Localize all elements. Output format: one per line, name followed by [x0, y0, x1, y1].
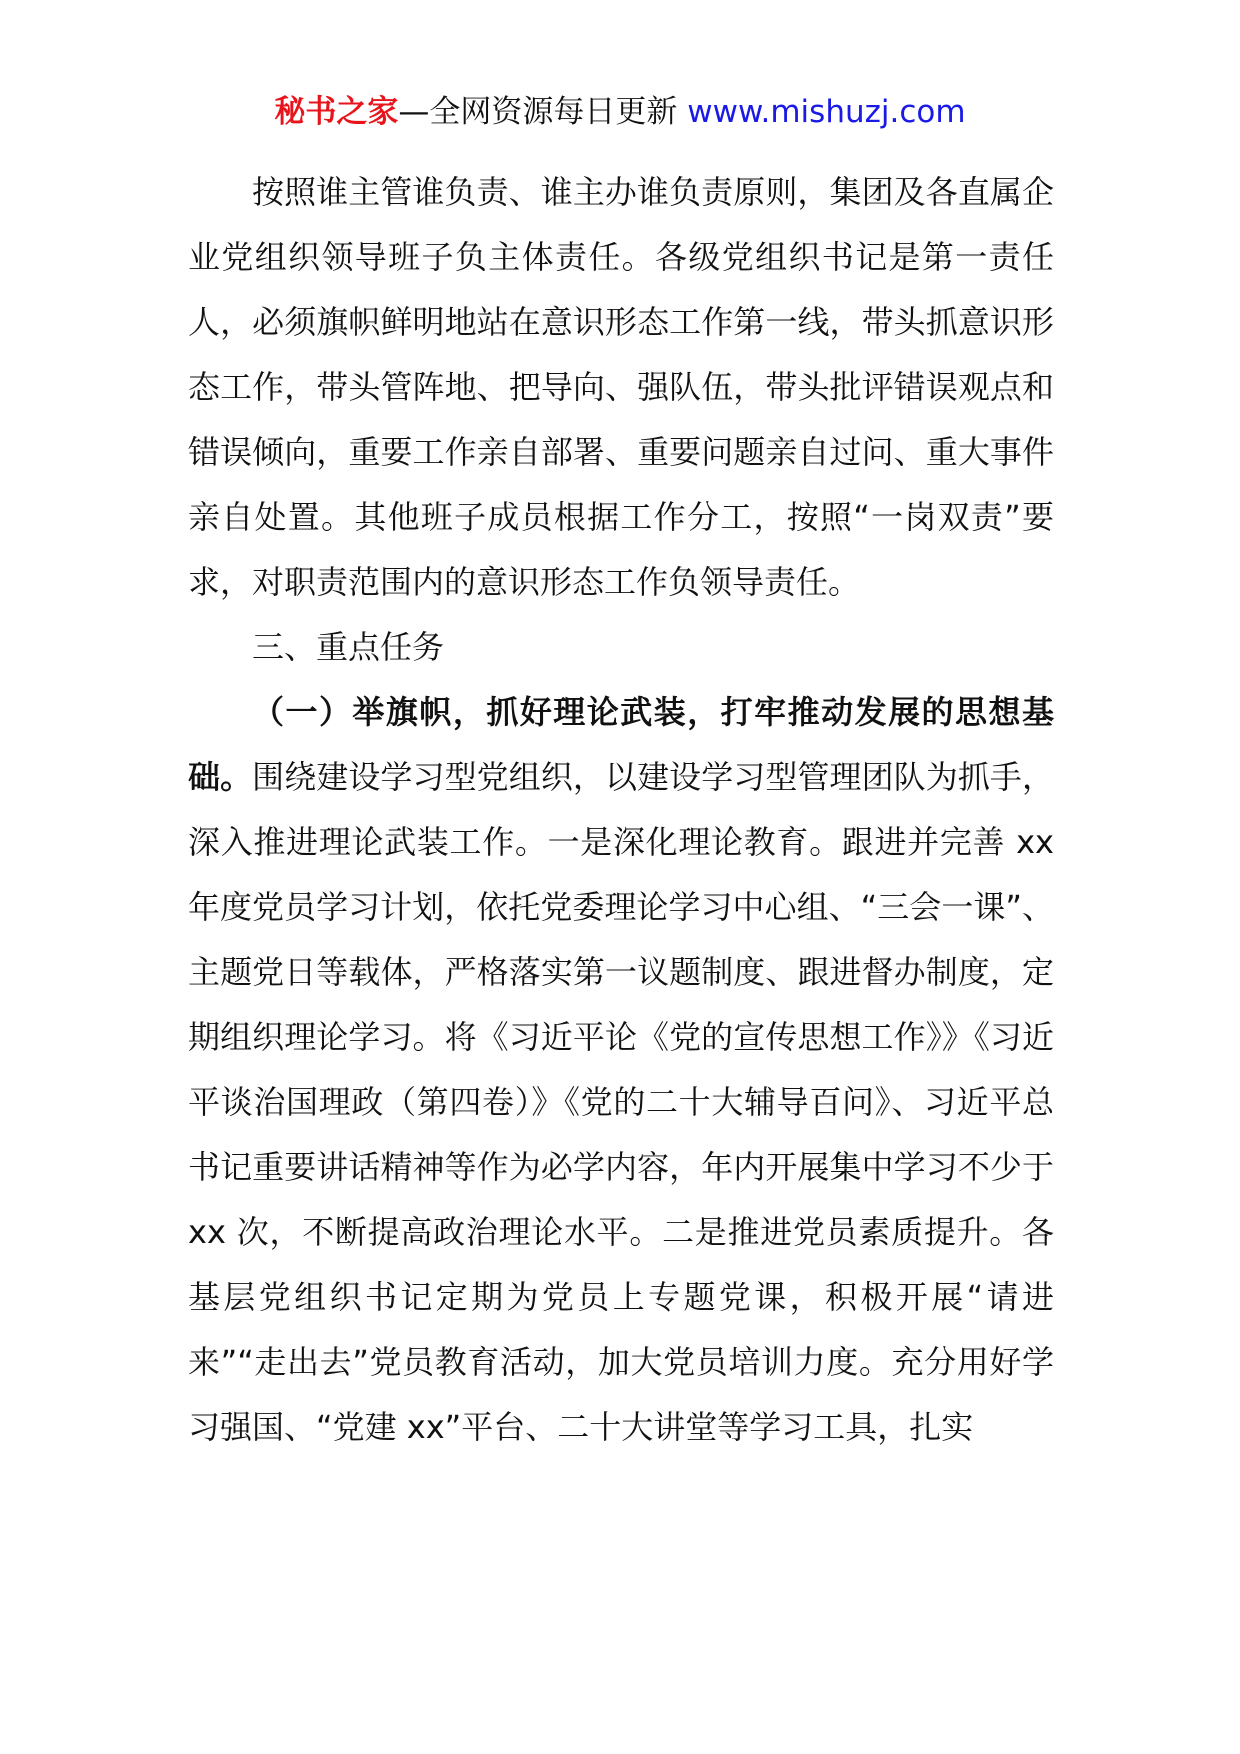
- site-header: [0, 92, 1240, 132]
- paragraph-theory-armament: [188, 680, 1054, 1460]
- section-heading-key-tasks: 三、重点任务: [252, 628, 445, 666]
- subsection-heading: （一）举旗帜，抓好理论武装，打牢推动发展的思想基础。: [188, 693, 1054, 796]
- document-body: [188, 160, 1054, 1460]
- paragraph-theory-body: 围绕建设学习型党组织，以建设学习型管理团队为抓手，深入推进理论武装工作。一是深化理论教育。跟进并完善 xx 年度党员学习计划，依托党委理论学习中心组、“三会一课”、主题党日等载体，严格落实第一议题制度、跟进督办制度，定期组织理论学习。将《习近平论《党的宣传思想工作》》《习近平谈治国理政（第四卷）》《党的二十大辅导百问》、习近平总书记重要讲话精神等作为必学内容，年内开展集中学习不少于 xx 次，不断提高政治理论水平。二是推进党员素质提升。各基层党组织书记定期为党员上专题党课，积极开展“请进来”“走出去”党员教育活动，加大党员培训力度。充分用好学习强国、“党建 xx”平台、二十大讲堂等学习工具，扎实: [188, 758, 1054, 1446]
- site-brand: 秘书之家: [274, 94, 399, 130]
- site-tagline: —全网资源每日更新: [398, 94, 688, 130]
- site-url[interactable]: www.mishuzj.com: [687, 94, 966, 130]
- paragraph-responsibility: 按照谁主管谁负责、谁主办谁负责原则，集团及各直属企业党组织领导班子负主体责任。各级党组织书记是第一责任人，必须旗帜鲜明地站在意识形态工作第一线，带头抓意识形态工作，带头管阵地、把导向、强队伍，带头批评错误观点和错误倾向，重要工作亲自部署、重要问题亲自过问、重大事件亲自处置。其他班子成员根据工作分工，按照“一岗双责”要求，对职责范围内的意识形态工作负领导责任。: [188, 173, 1054, 601]
